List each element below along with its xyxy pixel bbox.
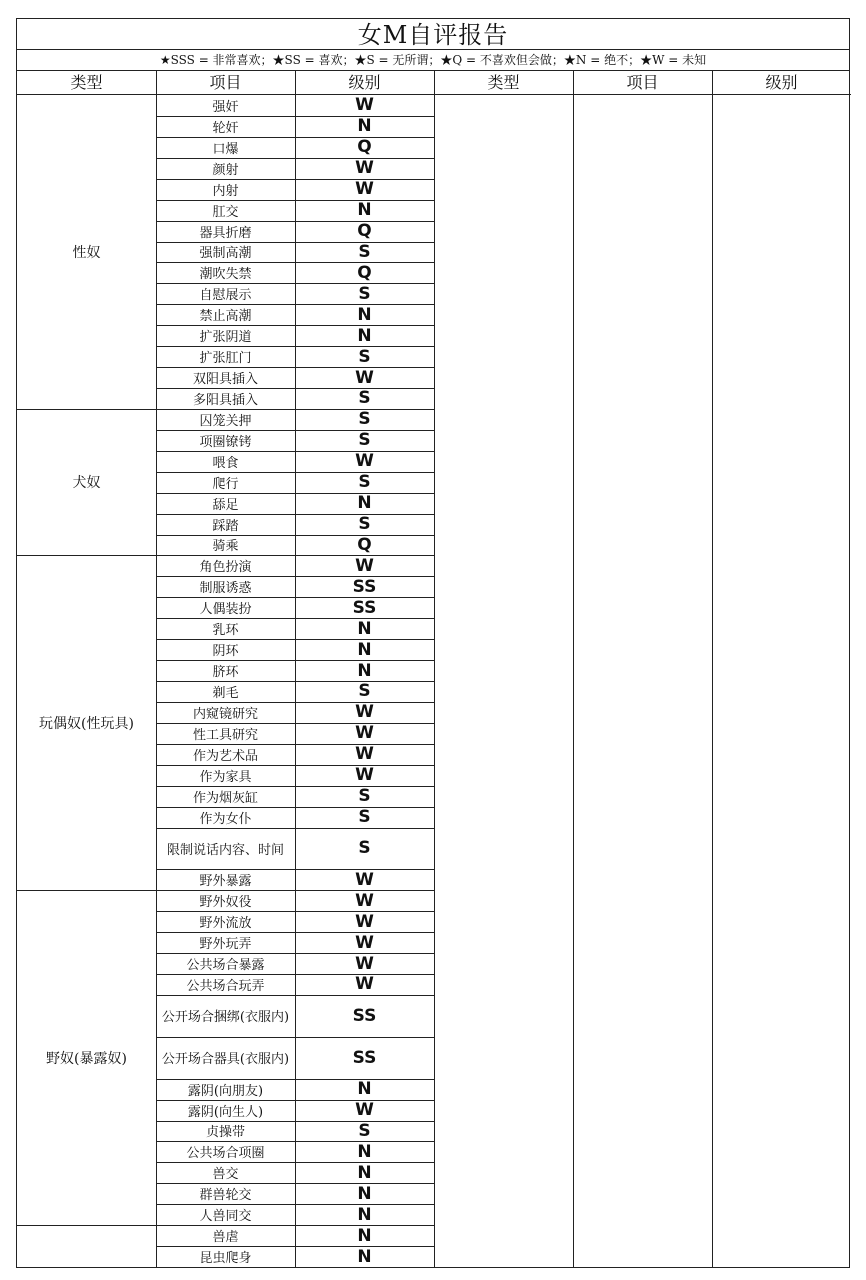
table-row-level: N: [357, 1079, 372, 1100]
table-row-level: SS: [352, 576, 377, 597]
table-row-item: 野外流放: [199, 916, 252, 932]
table-row-level: S: [358, 786, 371, 807]
table-row-item: 双阳具插入: [192, 372, 258, 388]
table-row-item: 自慰展示: [199, 288, 252, 304]
table-row-item: 公开场合器具(衣服内): [161, 1052, 290, 1068]
table-row-item: 肛交: [212, 204, 239, 220]
table-row-item: 囚笼关押: [199, 413, 252, 429]
table-row-item: 骑乘: [212, 539, 239, 555]
category-label: 犬奴: [72, 475, 101, 492]
table-row-item: 内窥镜研究: [192, 706, 258, 722]
table-row-level: S: [358, 409, 371, 430]
table-row-level: S: [358, 283, 371, 304]
table-row-level: W: [355, 451, 374, 472]
table-row-level: S: [358, 1120, 371, 1141]
header-item-left: 项目: [156, 71, 295, 95]
table-row-item: 兽交: [212, 1167, 239, 1183]
table-row-level: W: [355, 367, 374, 388]
table-row-item: 作为艺术品: [192, 748, 258, 764]
table-row-item: 野外玩弄: [199, 937, 252, 953]
table-row-level: S: [358, 472, 371, 493]
table-row-item: 踩踏: [212, 518, 239, 534]
header-type-right: 类型: [434, 71, 573, 95]
table-row-item: 作为烟灰缸: [192, 790, 258, 806]
table-row-level: W: [355, 911, 374, 932]
table-row-level: N: [357, 116, 372, 137]
table-row-item: 公共场合暴露: [186, 958, 265, 974]
table-row-level: SS: [352, 1047, 377, 1068]
table-row-item: 项圈镣铐: [199, 434, 252, 450]
table-row-item: 群兽轮交: [199, 1188, 252, 1204]
table-row-item: 脐环: [212, 665, 239, 681]
table-row-item: 野外奴役: [199, 895, 252, 911]
table-row-level: S: [358, 681, 371, 702]
table-row-item: 扩张阴道: [199, 330, 252, 346]
table-row-level: SS: [352, 1005, 377, 1026]
table-row-item: 公开场合捆绑(衣服内): [161, 1010, 290, 1026]
table-row-level: N: [357, 493, 372, 514]
header-level-left: 级别: [295, 71, 434, 95]
table-row-level: W: [355, 179, 374, 200]
table-row-level: N: [357, 660, 372, 681]
table-row-level: N: [357, 200, 372, 221]
table-row-item: 作为家具: [199, 769, 252, 785]
table-row-level: N: [357, 1162, 372, 1183]
table-row-level: W: [355, 932, 374, 953]
table-row-item: 多阳具插入: [192, 392, 258, 408]
table-row-item: 乳环: [212, 623, 239, 639]
table-row-item: 野外暴露: [199, 874, 252, 890]
table-row-level: S: [358, 807, 371, 828]
report-table: [16, 18, 850, 1268]
table-row-item: 人偶装扮: [199, 602, 252, 618]
table-row-level: W: [355, 555, 374, 576]
rating-legend: ★SSS = 非常喜欢；★SS = 喜欢；★S = 无所谓；★Q = 不喜欢但会做；★N = 绝不；★W = 未知: [17, 50, 849, 71]
category-label: 野奴(暴露奴): [46, 1050, 127, 1067]
header-item-right: 项目: [573, 71, 712, 95]
report-title: 女M自评报告: [17, 19, 849, 50]
table-row-level: S: [358, 346, 371, 367]
table-row-item: 扩张肛门: [199, 351, 252, 367]
table-row-level: N: [357, 1225, 372, 1246]
table-row-item: 口爆: [212, 141, 239, 157]
table-row-item: 角色扮演: [199, 560, 252, 576]
table-row-level: N: [357, 1183, 372, 1204]
table-row-item: 舔足: [212, 497, 239, 513]
table-row-item: 强奸: [212, 99, 239, 115]
table-row-level: SS: [352, 597, 377, 618]
table-row-level: Q: [357, 221, 372, 242]
table-row-level: W: [355, 869, 374, 890]
table-row-level: Q: [357, 534, 372, 555]
table-row-item: 内射: [212, 183, 239, 199]
category-label: 玩偶奴(性玩具): [39, 715, 134, 732]
table-row-item: 潮吹失禁: [199, 267, 252, 283]
table-row-level: S: [358, 514, 371, 535]
table-row-level: S: [358, 241, 371, 262]
table-row-item: 限制说话内容、时间: [166, 842, 284, 858]
table-row-item: 人兽同交: [199, 1209, 252, 1225]
table-row-item: 露阴(向生人): [187, 1104, 264, 1120]
table-row-item: 兽虐: [212, 1230, 239, 1246]
table-row-item: 公共场合玩弄: [186, 978, 265, 994]
table-row-level: N: [357, 1246, 372, 1267]
table-row-item: 作为女仆: [199, 811, 252, 827]
category-label: 性奴: [72, 244, 101, 261]
table-row-level: N: [357, 1141, 372, 1162]
table-row-item: 禁止高潮: [199, 309, 252, 325]
table-row-item: 制服诱惑: [199, 581, 252, 597]
table-row-item: 器具折磨: [199, 225, 252, 241]
table-row-item: 强制高潮: [199, 246, 252, 262]
table-row-level: W: [355, 953, 374, 974]
table-row-level: N: [357, 1204, 372, 1225]
table-row-item: 阴环: [212, 644, 239, 660]
table-row-item: 性工具研究: [192, 727, 258, 743]
table-row-level: N: [357, 639, 372, 660]
table-row-level: N: [357, 304, 372, 325]
table-row-item: 喂食: [212, 455, 239, 471]
table-row-level: S: [358, 838, 371, 859]
table-row-level: S: [358, 388, 371, 409]
table-row-item: 公共场合项圈: [186, 1146, 265, 1162]
table-row-level: W: [355, 974, 374, 995]
table-row-level: N: [357, 618, 372, 639]
table-row-item: 露阴(向朋友): [187, 1083, 264, 1099]
table-row-item: 轮奸: [212, 120, 239, 136]
table-row-item: 贞操带: [205, 1125, 245, 1141]
header-level-right: 级别: [712, 71, 851, 95]
table-row-level: W: [355, 702, 374, 723]
table-row-level: W: [355, 723, 374, 744]
table-row-item: 爬行: [212, 476, 239, 492]
table-row-level: N: [357, 325, 372, 346]
table-row-item: 颜射: [212, 162, 239, 178]
table-row-level: Q: [357, 137, 372, 158]
table-row-level: Q: [357, 262, 372, 283]
table-row-level: W: [355, 95, 374, 116]
table-row-level: W: [355, 744, 374, 765]
table-row-item: 昆虫爬身: [199, 1251, 252, 1267]
table-row-level: S: [358, 430, 371, 451]
table-row-level: W: [355, 1100, 374, 1121]
table-row-level: W: [355, 890, 374, 911]
table-row-level: W: [355, 765, 374, 786]
table-row-level: W: [355, 158, 374, 179]
header-type-left: 类型: [17, 71, 156, 95]
table-row-item: 剃毛: [212, 685, 239, 701]
